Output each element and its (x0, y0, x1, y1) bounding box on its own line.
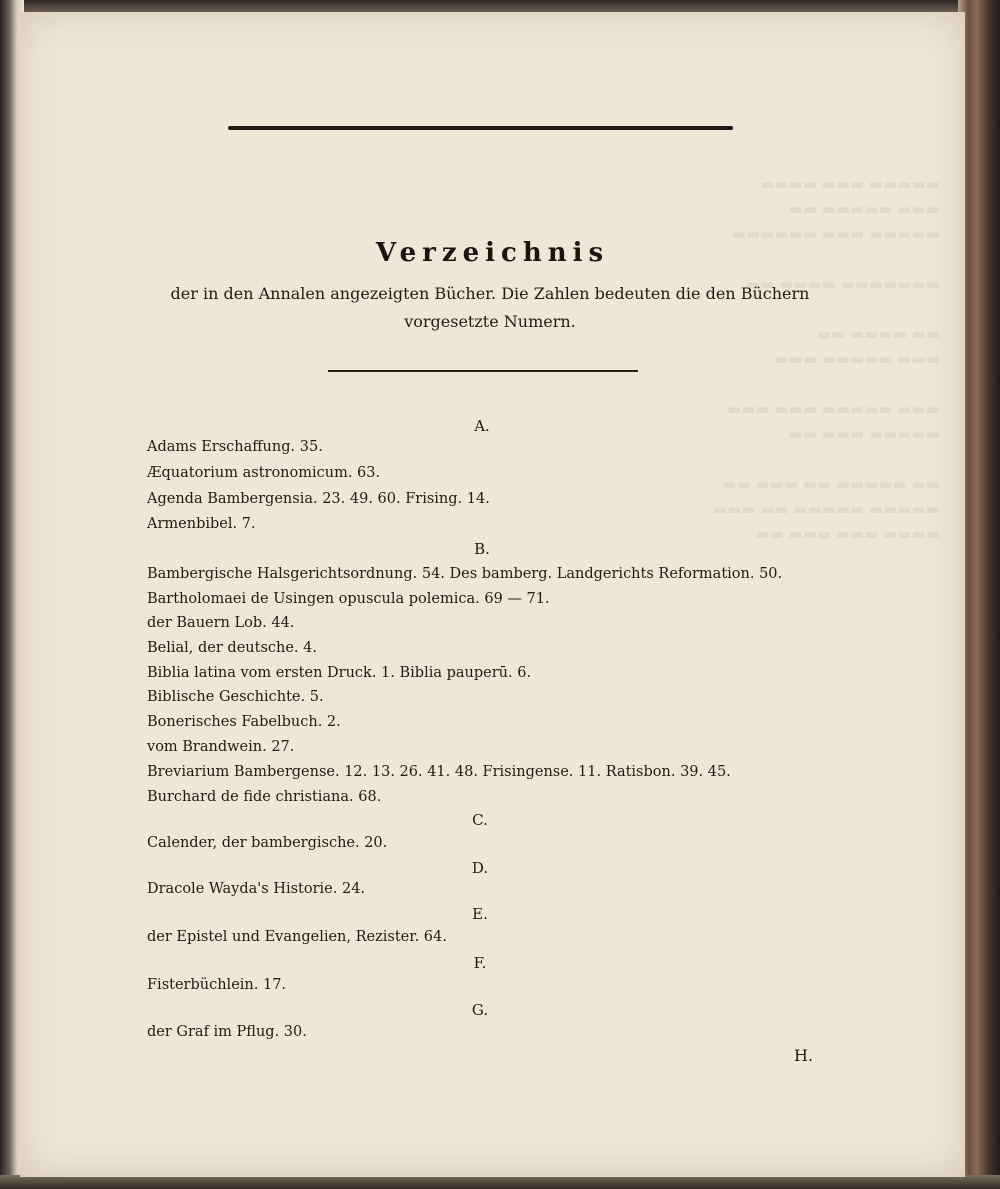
section-letter-f: F. (473, 954, 487, 972)
index-entry: Biblia latina vom ersten Druck. 1. Biblia pauperū. 6. (147, 665, 532, 681)
book-cover-bottom-edge (0, 1175, 1000, 1189)
index-entry: Dracole Wayda's Historie. 24. (147, 881, 366, 897)
index-entry: Agenda Bambergensia. 23. 49. 60. Frising. 14. (147, 491, 490, 507)
page-title: Verzeichnis (375, 238, 610, 268)
index-entry: Bartholomaei de Usingen opuscula polemica. 69 — 71. (147, 591, 550, 607)
section-letter-c: C. (472, 811, 488, 829)
index-entry: Breviarium Bambergense. 12. 13. 26. 41. 48. Frisingense. 11. Ratisbon. 39. 45. (147, 764, 731, 780)
index-entry: Calender, der bambergische. 20. (147, 835, 388, 851)
index-entry: der Graf im Pflug. 30. (147, 1024, 307, 1040)
section-letter-a: A. (474, 417, 490, 435)
section-letter-e: E. (472, 905, 488, 923)
show-through-text: ▬▬▬▬▬ ▬▬▬ ▬▬▬▬ ▬▬▬ ▬▬▬▬▬ ▬▬ ▬▬▬▬▬ ▬▬▬ ▬▬▬▬▬▬ ▬▬▬▬▬▬▬ ▬▬▬▬ ▬▬ ▬▬ ▬▬▬▬ ▬▬ ▬▬▬ ▬▬▬▬▬ ▬▬▬ ▬▬▬ ▬▬▬▬▬ ▬▬▬ ▬▬▬ ▬▬▬▬▬ ▬▬▬ ▬▬ ▬▬ ▬▬▬▬▬ ▬▬ ▬▬▬ ▬▬ ▬▬▬▬▬ ▬▬▬▬▬ ▬▬ ▬▬▬ ▬▬▬▬ ▬▬▬ ▬▬▬ ▬▬ (713, 175, 940, 543)
catchword: H. (794, 1046, 814, 1065)
page-subtitle: der in den Annalen angezeigten Bücher. Die Zahlen bedeuten die den Büchern vorgesetzte Numern. (170, 284, 810, 331)
index-entry: Fisterbüchlein. 17. (147, 977, 287, 993)
index-entry: Adams Erschaffung. 35. (147, 439, 323, 455)
index-entry: Bonerisches Fabelbuch. 2. (147, 714, 341, 730)
section-letter-b: B. (474, 540, 490, 558)
index-entries (20, 12, 965, 1177)
page (20, 12, 965, 1177)
section-letter-g: G. (471, 1001, 489, 1019)
section-letter-d: D. (471, 859, 489, 877)
index-entry: Armenbibel. 7. (147, 516, 256, 532)
index-entry: Biblische Geschichte. 5. (147, 689, 324, 705)
index-entry: Æquatorium astronomicum. 63. (147, 465, 381, 481)
index-entry: vom Brandwein. 27. (147, 739, 295, 755)
index-entry: Belial, der deutsche. 4. (147, 640, 317, 656)
index-entry: Burchard de fide christiana. 68. (147, 789, 382, 805)
index-entry: der Epistel und Evangelien, Rezister. 64. (147, 929, 447, 945)
index-entry: Bambergische Halsgerichtsordnung. 54. Des bamberg. Landgerichts Reformation. 50. (147, 566, 783, 582)
index-entry: der Bauern Lob. 44. (147, 615, 295, 631)
